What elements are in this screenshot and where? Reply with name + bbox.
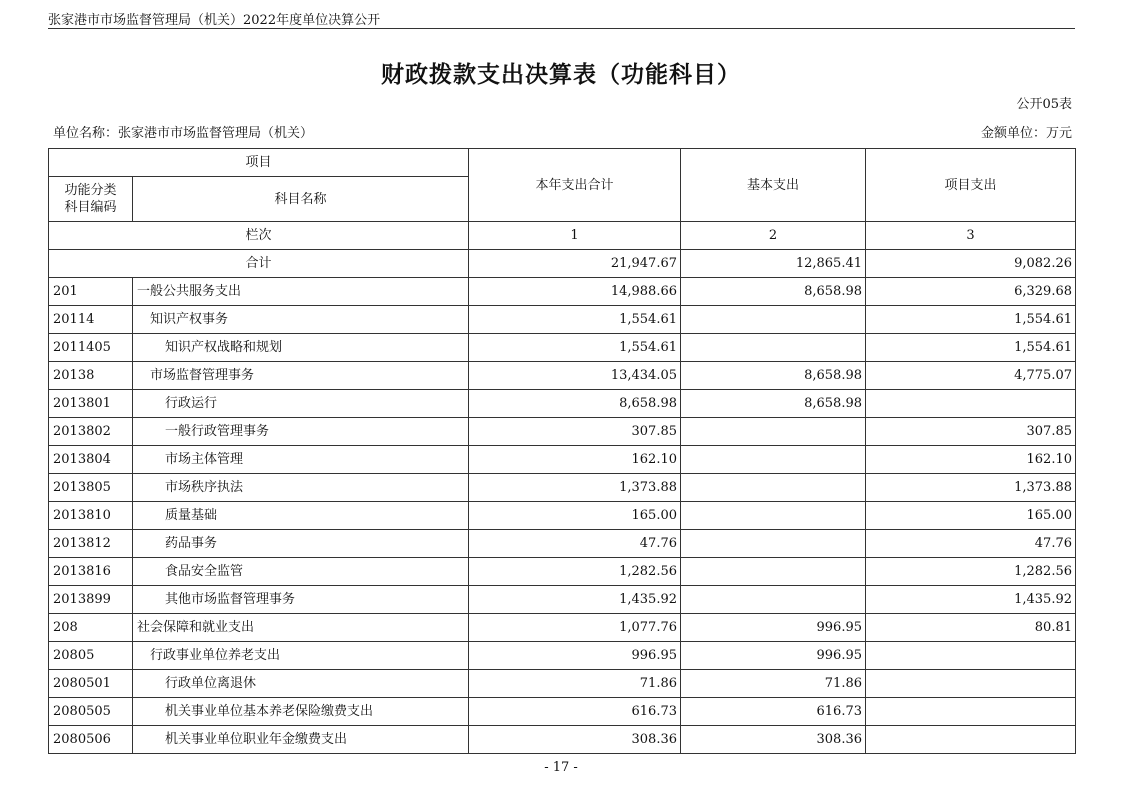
row-project <box>866 670 1076 698</box>
row-code: 208 <box>49 614 133 642</box>
row-code: 2013805 <box>49 474 133 502</box>
row-code: 2080506 <box>49 726 133 754</box>
header-project: 项目 <box>49 149 469 177</box>
row-code: 2013801 <box>49 390 133 418</box>
row-basic <box>681 306 866 334</box>
index-3: 3 <box>866 222 1076 250</box>
table-row <box>49 698 1076 726</box>
row-name: 其他市场监督管理事务 <box>133 586 469 614</box>
table-row <box>49 614 1076 642</box>
row-code: 20114 <box>49 306 133 334</box>
row-project: 6,329.68 <box>866 278 1076 306</box>
row-total: 13,434.05 <box>469 362 681 390</box>
index-1: 1 <box>469 222 681 250</box>
row-total: 996.95 <box>469 642 681 670</box>
row-total: 8,658.98 <box>469 390 681 418</box>
row-project <box>866 642 1076 670</box>
row-basic: 8,658.98 <box>681 362 866 390</box>
row-name: 社会保障和就业支出 <box>133 614 469 642</box>
table-row <box>49 586 1076 614</box>
header-rule <box>48 28 1075 29</box>
row-name: 市场秩序执法 <box>133 474 469 502</box>
row-basic <box>681 418 866 446</box>
header-total: 本年支出合计 <box>469 149 681 222</box>
row-basic: 308.36 <box>681 726 866 754</box>
unit-name: 单位名称：张家港市市场监督管理局（机关） <box>53 126 314 141</box>
row-total: 14,988.66 <box>469 278 681 306</box>
row-project <box>866 698 1076 726</box>
row-code: 2080501 <box>49 670 133 698</box>
index-2: 2 <box>681 222 866 250</box>
row-name: 机关事业单位基本养老保险缴费支出 <box>133 698 469 726</box>
table-row <box>49 642 1076 670</box>
row-total: 1,373.88 <box>469 474 681 502</box>
row-code: 2080505 <box>49 698 133 726</box>
table-row <box>49 390 1076 418</box>
page-title: 财政拨款支出决算表（功能科目） <box>381 61 741 88</box>
row-name: 市场监督管理事务 <box>133 362 469 390</box>
table-row <box>49 670 1076 698</box>
row-basic: 8,658.98 <box>681 278 866 306</box>
row-name: 食品安全监管 <box>133 558 469 586</box>
row-project: 1,373.88 <box>866 474 1076 502</box>
page-number: - 17 - <box>544 760 578 775</box>
row-project <box>866 726 1076 754</box>
row-basic: 996.95 <box>681 642 866 670</box>
table-row <box>49 726 1076 754</box>
row-total: 165.00 <box>469 502 681 530</box>
table-row <box>49 362 1076 390</box>
table-row <box>49 334 1076 362</box>
row-project <box>866 390 1076 418</box>
table-row <box>49 278 1076 306</box>
row-basic <box>681 586 866 614</box>
row-name: 一般公共服务支出 <box>133 278 469 306</box>
header-basic: 基本支出 <box>681 149 866 222</box>
total-sum: 21,947.67 <box>469 250 681 278</box>
row-project: 80.81 <box>866 614 1076 642</box>
expenditure-table <box>48 148 1076 754</box>
table-row <box>49 530 1076 558</box>
row-total: 307.85 <box>469 418 681 446</box>
total-project: 9,082.26 <box>866 250 1076 278</box>
total-label: 合计 <box>49 250 469 278</box>
row-code: 2013804 <box>49 446 133 474</box>
header-code: 功能分类 科目编码 <box>49 177 133 222</box>
table-row <box>49 418 1076 446</box>
row-basic <box>681 334 866 362</box>
index-label: 栏次 <box>49 222 469 250</box>
row-project: 1,554.61 <box>866 306 1076 334</box>
row-code: 20138 <box>49 362 133 390</box>
row-project: 162.10 <box>866 446 1076 474</box>
row-project: 4,775.07 <box>866 362 1076 390</box>
total-basic: 12,865.41 <box>681 250 866 278</box>
row-code: 2013810 <box>49 502 133 530</box>
row-basic <box>681 530 866 558</box>
row-basic: 8,658.98 <box>681 390 866 418</box>
row-code: 2013802 <box>49 418 133 446</box>
row-code: 2011405 <box>49 334 133 362</box>
row-total: 162.10 <box>469 446 681 474</box>
row-code: 2013812 <box>49 530 133 558</box>
header-project-expense: 项目支出 <box>866 149 1076 222</box>
money-unit: 金额单位：万元 <box>980 126 1072 141</box>
row-name: 药品事务 <box>133 530 469 558</box>
row-name: 机关事业单位职业年金缴费支出 <box>133 726 469 754</box>
row-name: 行政事业单位养老支出 <box>133 642 469 670</box>
row-basic <box>681 474 866 502</box>
row-code: 2013816 <box>49 558 133 586</box>
row-project: 165.00 <box>866 502 1076 530</box>
table-row <box>49 502 1076 530</box>
table-row <box>49 558 1076 586</box>
row-name: 知识产权战略和规划 <box>133 334 469 362</box>
row-name: 质量基础 <box>133 502 469 530</box>
row-total: 616.73 <box>469 698 681 726</box>
row-code: 2013899 <box>49 586 133 614</box>
running-header: 张家港市市场监督管理局（机关）2022年度单位决算公开 <box>48 13 381 28</box>
row-total: 1,077.76 <box>469 614 681 642</box>
row-total: 1,554.61 <box>469 306 681 334</box>
row-basic: 616.73 <box>681 698 866 726</box>
row-basic <box>681 502 866 530</box>
row-basic <box>681 446 866 474</box>
row-total: 47.76 <box>469 530 681 558</box>
row-project: 1,554.61 <box>866 334 1076 362</box>
row-name: 一般行政管理事务 <box>133 418 469 446</box>
row-total: 308.36 <box>469 726 681 754</box>
row-code: 201 <box>49 278 133 306</box>
row-basic: 71.86 <box>681 670 866 698</box>
row-project: 1,435.92 <box>866 586 1076 614</box>
table-row <box>49 474 1076 502</box>
row-name: 知识产权事务 <box>133 306 469 334</box>
row-name: 行政单位离退休 <box>133 670 469 698</box>
row-code: 20805 <box>49 642 133 670</box>
row-name: 市场主体管理 <box>133 446 469 474</box>
row-total: 1,282.56 <box>469 558 681 586</box>
row-total: 71.86 <box>469 670 681 698</box>
row-project: 47.76 <box>866 530 1076 558</box>
row-basic: 996.95 <box>681 614 866 642</box>
row-project: 307.85 <box>866 418 1076 446</box>
row-project: 1,282.56 <box>866 558 1076 586</box>
row-basic <box>681 558 866 586</box>
table-row <box>49 446 1076 474</box>
form-number: 公开05表 <box>1016 97 1072 112</box>
table-row <box>49 306 1076 334</box>
row-total: 1,435.92 <box>469 586 681 614</box>
row-name: 行政运行 <box>133 390 469 418</box>
row-total: 1,554.61 <box>469 334 681 362</box>
header-name: 科目名称 <box>133 177 469 222</box>
